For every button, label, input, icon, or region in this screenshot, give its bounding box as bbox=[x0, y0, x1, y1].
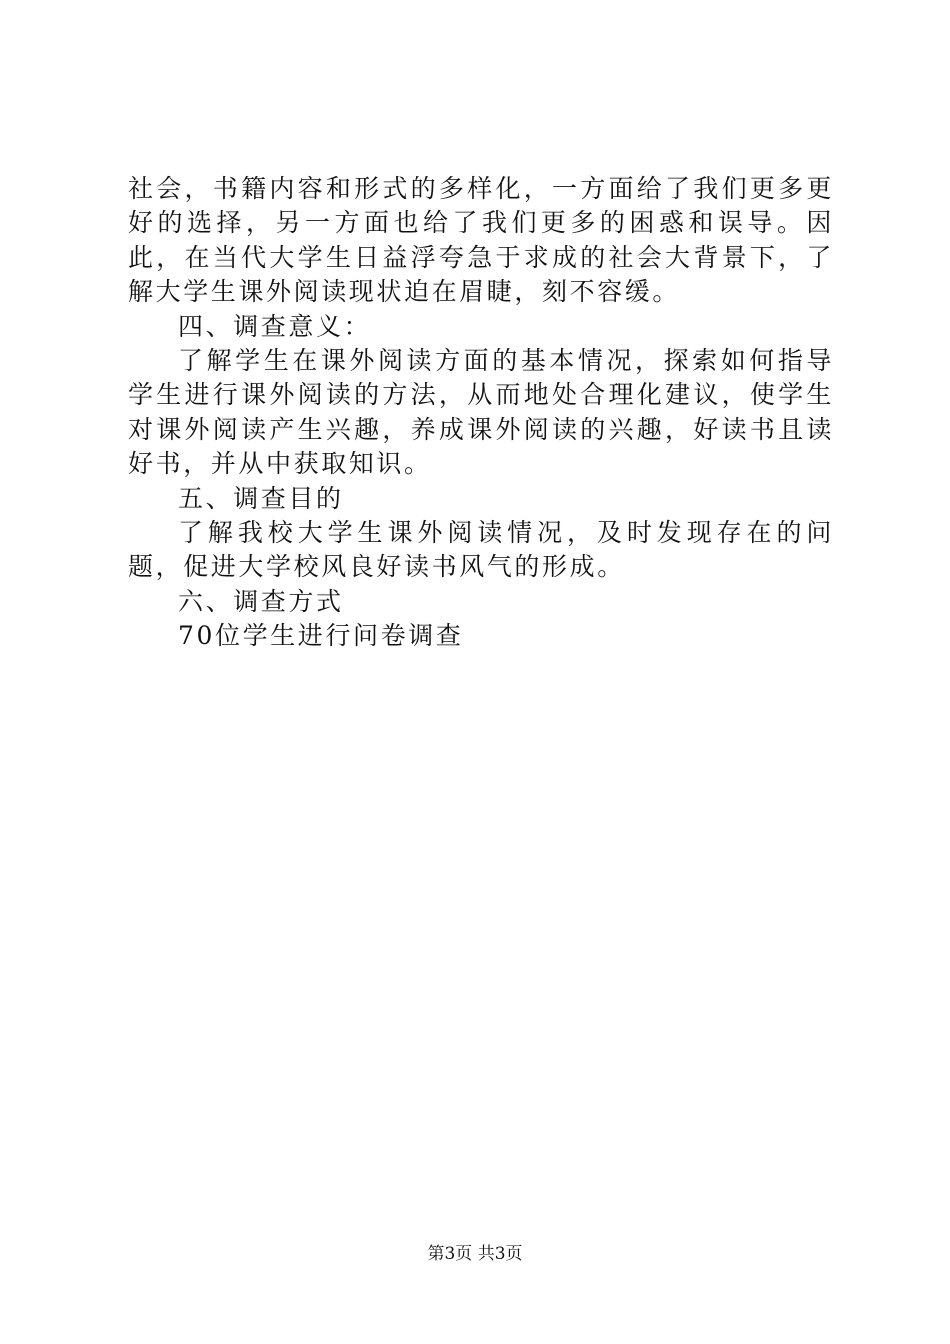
heading-survey-purpose: 五、调查目的 bbox=[178, 483, 344, 513]
page-number: 第3页 bbox=[427, 1244, 473, 1264]
paragraph-survey-method: 70位学生进行问卷调查 bbox=[178, 621, 464, 651]
document-body bbox=[128, 172, 834, 654]
paragraph-survey-significance: 了解学生在课外阅读方面的基本情况，探索如何指导学生进行课外阅读的方法，从而地处合理化建议，使学生对课外阅读产生兴趣，养成课外阅读的兴趣，好读书且读好书，并从中获取知识。 bbox=[128, 346, 834, 479]
page-footer bbox=[0, 1244, 950, 1264]
heading-survey-method: 六、调查方式 bbox=[178, 586, 344, 616]
page-total: 共3页 bbox=[477, 1244, 523, 1264]
paragraph-survey-purpose: 了解我校大学生课外阅读情况，及时发现存在的问题，促进大学校风良好读书风气的形成。 bbox=[128, 518, 834, 582]
heading-survey-significance: 四、调查意义： bbox=[178, 311, 372, 341]
paragraph-continuation: 社会，书籍内容和形式的多样化，一方面给了我们更多更好的选择，另一方面也给了我们更多的困惑和误导。因此，在当代大学生日益浮夸急于求成的社会大背景下，了解大学生课外阅读现状迫在眉睫，刻不容缓。 bbox=[128, 174, 834, 307]
